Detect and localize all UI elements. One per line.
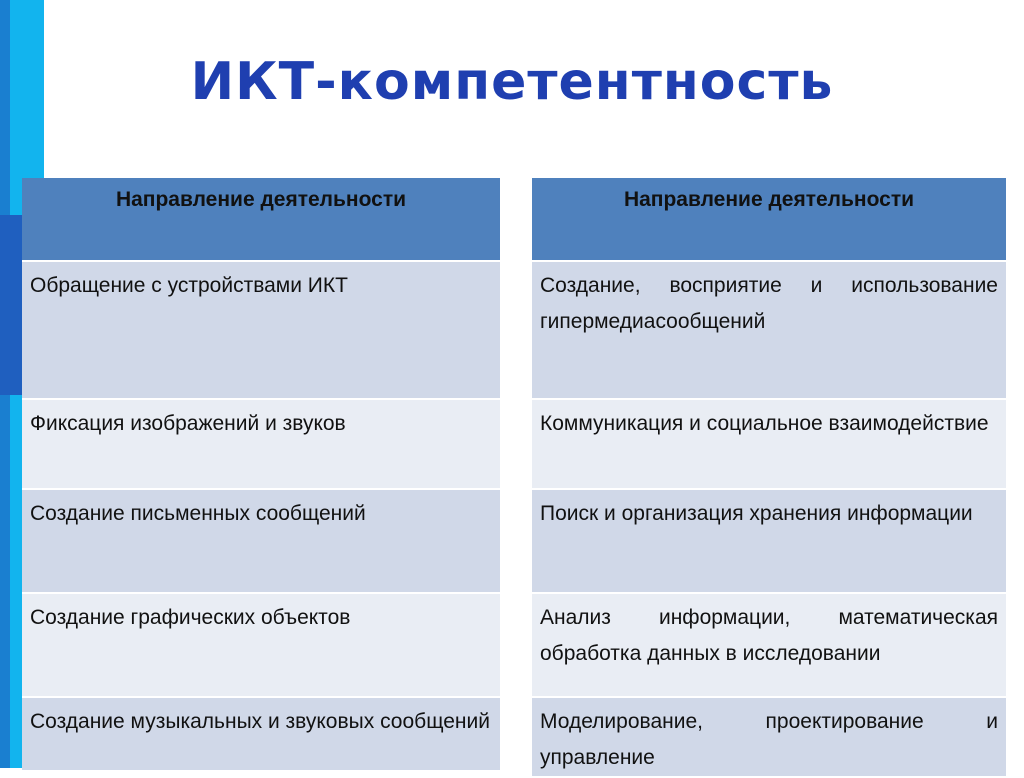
left-table-cell: Создание письменных сообщений	[22, 489, 500, 593]
left-table-cell: Создание графических объектов	[22, 593, 500, 697]
side-accent-block	[0, 215, 22, 395]
right-table-cell: Анализ информации, математическая обработка данных в исследовании	[532, 593, 1006, 697]
right-table-cell: Создание, восприятие и использование гипермедиасообщений	[532, 261, 1006, 399]
left-table	[22, 178, 500, 772]
left-table-cell: Обращение с устройствами ИКТ	[22, 261, 500, 399]
slide-title: ИКТ-компетентность	[190, 52, 834, 112]
left-table-cell: Создание музыкальных и звуковых сообщений	[22, 697, 500, 771]
right-table-cell: Моделирование, проектирование и управление	[532, 697, 1006, 777]
right-table-header: Направление деятельности	[532, 178, 1006, 261]
right-table-cell: Коммуникация и социальное взаимодействие	[532, 399, 1006, 489]
right-table	[532, 178, 1006, 778]
left-table-cell: Фиксация изображений и звуков	[22, 399, 500, 489]
left-table-header: Направление деятельности	[22, 178, 500, 261]
right-table-cell: Поиск и организация хранения информации	[532, 489, 1006, 593]
